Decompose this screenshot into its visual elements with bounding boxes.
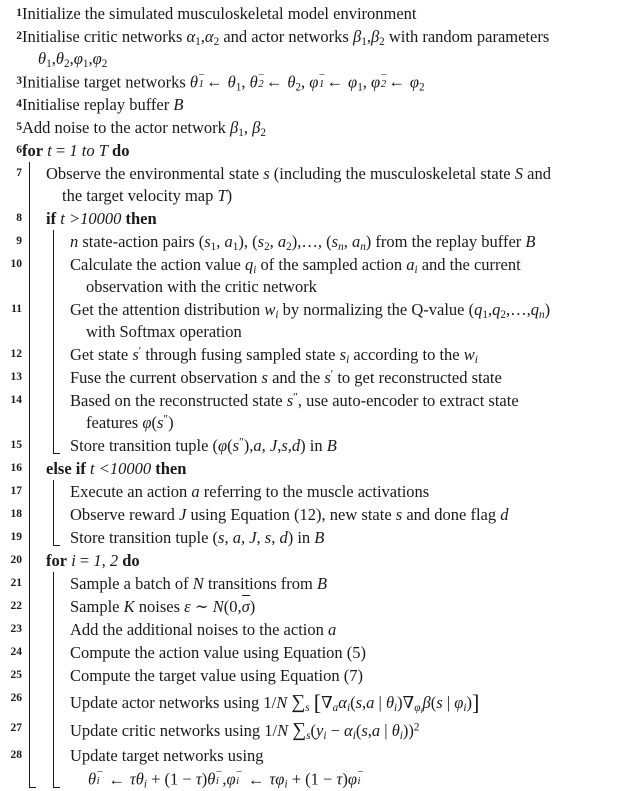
keyword-if: if (46, 209, 57, 229)
indent-rails (22, 457, 46, 480)
line-content: Store transition tuple (φ(s″),a, J,s,d) in B (70, 435, 337, 455)
keyword-else-if: else if (46, 458, 86, 478)
algorithm-line (0, 503, 618, 526)
indent-rail-level-2 (46, 687, 70, 718)
indent-rail-level-1 (22, 595, 46, 618)
line-number: 5 (16, 121, 22, 134)
line-content: Observe the environmental state s (including the musculoskeletal state S and the target velocity map T) (46, 164, 551, 206)
line-number: 24 (10, 645, 22, 658)
line-number: 15 (10, 438, 22, 451)
algorithm-line (0, 717, 618, 744)
line-number: 27 (10, 722, 22, 735)
line-content: Store transition tuple (s, a, J, s, d) in B (70, 527, 325, 547)
indent-rail-level-1 (22, 207, 46, 230)
algorithm-line (0, 389, 618, 434)
line-number: 25 (10, 668, 22, 681)
algorithm-line (0, 434, 618, 457)
line-number: 12 (10, 347, 22, 360)
algorithm-line (0, 687, 618, 718)
indent-rail-level-1 (22, 641, 46, 664)
line-content: for i = 1, 2 do (46, 550, 140, 570)
indent-rail-level-2-end (46, 526, 70, 549)
keyword-for: for (46, 550, 68, 570)
algorithm-line (0, 618, 618, 641)
algorithm-line (0, 2, 618, 25)
line-content: Fuse the current observation s and the s′ to get reconstructed state (70, 367, 502, 387)
algorithm-line (0, 298, 618, 343)
indent-rails (22, 595, 70, 618)
indent-rail-level-1 (22, 503, 46, 526)
indent-rail-level-1 (22, 480, 46, 503)
indent-rail-level-1 (22, 298, 46, 343)
line-content: Observe reward J using Equation (12), new state s and done flag d (70, 504, 509, 524)
line-content: Calculate the action value $q_i$ of the sampled action $a_i$ and the current observation with the critic network (70, 255, 521, 297)
algorithm-line (0, 253, 618, 298)
indent-rails (22, 253, 70, 298)
algorithm-line (0, 744, 618, 790)
line-number: 1 (16, 7, 22, 19)
keyword-do: do (122, 550, 140, 570)
indent-rail-level-1 (22, 664, 46, 687)
line-number: 10 (10, 258, 22, 271)
line-content: if t >10000 then (46, 209, 157, 229)
line-content: Initialise target networks θ 1 − ← $\theta_1$, θ 2 − ← $\theta_2$, φ 1 − ← $\varphi_1$, φ 2 − ← $\varphi_2$ (22, 68, 425, 94)
indent-rail-level-1 (22, 366, 46, 389)
indent-rails (22, 230, 70, 253)
indent-rail-level-1 (22, 389, 46, 434)
indent-rail-level-2 (46, 480, 70, 503)
line-number: 23 (10, 622, 22, 635)
line-content: Add the additional noises to the action a (70, 619, 337, 639)
line-number: 18 (10, 507, 22, 520)
line-number: 21 (10, 576, 22, 589)
indent-rails (22, 503, 70, 526)
algorithm-line (0, 366, 618, 389)
line-content: Compute the action value using Equation (5) (70, 642, 367, 662)
algorithm-line-if (0, 207, 618, 230)
indent-rails (22, 480, 70, 503)
indent-rail-level-2 (46, 389, 70, 434)
algorithm-line (0, 480, 618, 503)
keyword-for: for (22, 141, 44, 161)
indent-rail-level-1 (22, 526, 46, 549)
line-number: 16 (10, 461, 22, 474)
line-number: 26 (10, 691, 22, 704)
algorithm-line-for-t (0, 139, 618, 162)
indent-rails (22, 687, 70, 718)
line-number: 2 (16, 30, 22, 42)
indent-rails (22, 618, 70, 641)
indent-rails (22, 549, 46, 572)
line-number: 14 (10, 393, 22, 406)
algorithm-line (0, 595, 618, 618)
line-content: Update critic networks using 1/N $\sum_s(y_i - \alpha_i(s,a$ | $\theta_i))^2$ (70, 720, 420, 743)
line-number: 7 (16, 167, 22, 180)
line-content: Update target networks using θ i − ← $\tau\theta_i + (1 - \tau)\theta$ i − ,φ i − ← $\tau\varphi_i + (1 - \tau)\varphi$ i − (70, 746, 364, 791)
indent-rail-level-1 (22, 618, 46, 641)
keyword-then: then (155, 458, 187, 478)
line-number: 17 (10, 484, 22, 497)
algorithm-line-else-if (0, 457, 618, 480)
keyword-to: to (81, 141, 95, 161)
algorithm-line-for-i (0, 549, 618, 572)
indent-rail-level-2 (46, 641, 70, 664)
indent-rail-level-1 (22, 687, 46, 718)
line-number: 28 (10, 749, 22, 762)
indent-rails (22, 343, 70, 366)
algorithm-line (0, 70, 618, 93)
indent-rail-level-1 (22, 253, 46, 298)
line-content: Get the attention distribution $w_i$ by normalizing the Q-value $(q_1,q_2,\dots,q_n)$ with Softmax operation (70, 300, 551, 341)
algorithm-line (0, 93, 618, 116)
indent-rail-level-1 (22, 457, 46, 480)
indent-rail-level-2-end (46, 434, 70, 457)
line-number: 22 (10, 599, 22, 612)
algorithm-line (0, 343, 618, 366)
line-content: n state-action pairs ($s_1$, $a_1$), ($s_2$, $a_2),\dots$, ($s_n$, $a_n$) from the replay buffer B (70, 232, 536, 254)
indent-rail-level-1 (22, 434, 46, 457)
indent-rail-level-1 (22, 230, 46, 253)
indent-rail-level-2 (46, 503, 70, 526)
indent-rails (22, 298, 70, 343)
algorithm-line (0, 116, 618, 139)
indent-rail-level-2 (46, 572, 70, 595)
line-content: Compute the target value using Equation (7) (70, 665, 363, 685)
algorithm-line (0, 641, 618, 664)
line-content: for t = 1 to T do (22, 141, 130, 161)
indent-rail-level-2 (46, 343, 70, 366)
indent-rail-level-2 (46, 664, 70, 687)
line-content: Initialise critic networks $\alpha_1,\alpha_2$ and actor networks $\beta_1,\beta_2$ with random parameters $\theta_1,\theta_2,\varphi_1,\varphi_2$ (22, 27, 550, 71)
indent-rail-level-1-end (22, 744, 46, 790)
line-number: 9 (16, 235, 22, 248)
indent-rail-level-2 (46, 717, 70, 744)
line-number: 19 (10, 530, 22, 543)
line-number: 11 (11, 303, 22, 316)
indent-rails (22, 572, 70, 595)
line-content: Add noise to the actor network $\beta_1$, $\beta_2$ (22, 118, 266, 140)
indent-rail-level-1 (22, 572, 46, 595)
line-content: Based on the reconstructed state s″, use auto-encoder to extract state features φ(s″) (70, 390, 519, 432)
line-number: 8 (16, 212, 22, 225)
line-content: Execute an action a referring to the muscle activations (70, 481, 430, 501)
indent-rail-level-1 (22, 549, 46, 572)
indent-rail-level-2 (46, 253, 70, 298)
algorithm-line (0, 230, 618, 253)
indent-rails (22, 717, 70, 744)
indent-rail-level-2 (46, 298, 70, 343)
line-number: 20 (10, 553, 22, 566)
indent-rail-level-2 (46, 595, 70, 618)
indent-rail-level-1 (22, 162, 46, 207)
line-content: Sample a batch of N transitions from B (70, 573, 328, 593)
keyword-do: do (112, 141, 130, 161)
indent-rails (22, 664, 70, 687)
indent-rail-level-2-end (46, 744, 70, 790)
line-content: Get state s′ through fusing sampled state $s_i$ according to the $w_i$ (70, 344, 478, 367)
line-number: 13 (10, 370, 22, 383)
indent-rails (22, 389, 70, 434)
algorithm-line (0, 25, 618, 70)
line-number: 4 (16, 98, 22, 111)
line-content: Sample K noises ε ∼ N(0,σ) (70, 596, 256, 616)
indent-rails (22, 207, 46, 230)
indent-rail-level-2 (46, 230, 70, 253)
line-number: 6 (16, 144, 22, 157)
indent-rails (22, 744, 70, 790)
line-content: else if t <10000 then (46, 458, 187, 478)
keyword-then: then (125, 209, 157, 229)
algorithm-line (0, 664, 618, 687)
indent-rails (22, 366, 70, 389)
indent-rail-level-1 (22, 343, 46, 366)
line-content: Update actor networks using 1/N $\sum_s$ [$\nabla_a\alpha_i(s,a$ | $\theta_i)\nabla_{\varphi_i}\beta(s$ | $\varphi_i$)] (70, 689, 480, 716)
indent-rails (22, 641, 70, 664)
indent-rails (22, 526, 70, 549)
algorithm-line (0, 526, 618, 549)
indent-rail-level-2 (46, 618, 70, 641)
algorithm-line (0, 572, 618, 595)
indent-rail-level-1 (22, 717, 46, 744)
indent-rails (22, 162, 46, 207)
indent-rail-level-2 (46, 366, 70, 389)
line-number: 3 (16, 74, 22, 87)
line-content: Initialise replay buffer B (22, 95, 184, 115)
indent-rails (22, 434, 70, 457)
line-content: Initialize the simulated musculoskeletal model environment (22, 4, 417, 23)
algorithm-line (0, 162, 618, 207)
